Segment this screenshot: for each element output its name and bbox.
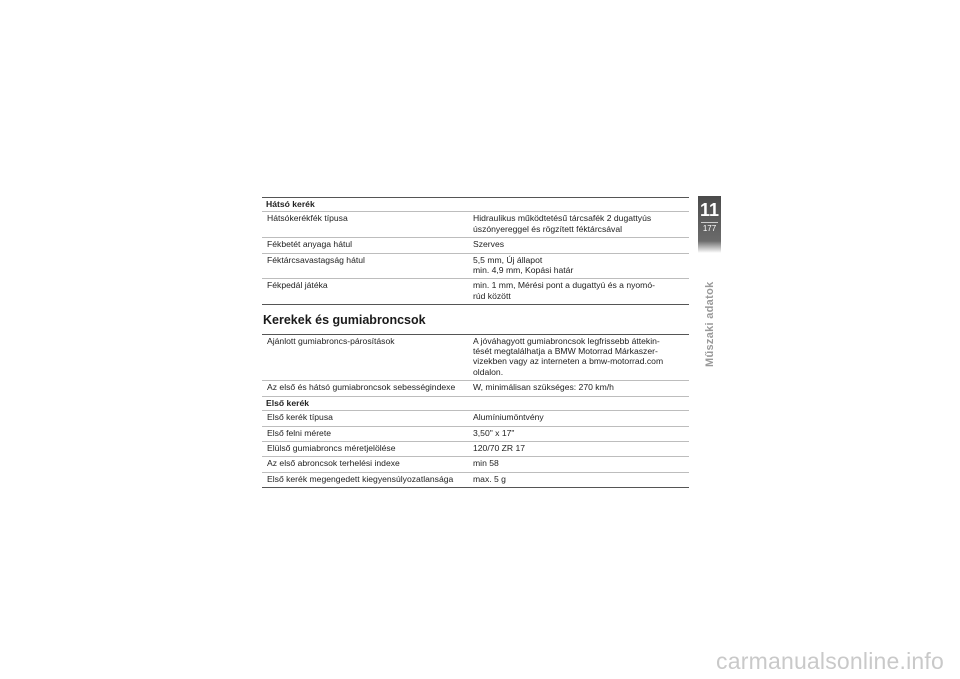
chapter-tab — [698, 196, 721, 241]
row-value — [467, 336, 689, 378]
watermark: carmanualsonline.info — [716, 648, 944, 674]
value-line: 120/70 ZR 17 — [473, 442, 526, 453]
row-value — [467, 213, 689, 234]
value-line: tését megtalálhatja a BMW Motorrad Márkaszer- — [473, 346, 658, 357]
row-value — [467, 412, 689, 422]
table-row — [262, 426, 689, 441]
value-line: min 58 — [473, 458, 499, 469]
row-label: Az első abroncsok terhelési indexe — [267, 458, 400, 469]
table-row — [262, 278, 689, 304]
table-row — [262, 456, 689, 471]
row-label: Az első és hátsó gumiabroncsok sebességindexe — [267, 382, 456, 393]
table-end-rule — [262, 304, 689, 305]
value-line: W, minimálisan szükséges: 270 km/h — [473, 382, 614, 393]
row-label: Első kerék típusa — [267, 412, 333, 423]
row-value — [467, 255, 689, 276]
value-line: 3,50" x 17" — [473, 427, 515, 438]
value-line: oldalon. — [473, 366, 504, 377]
value-line: Alumíniumöntvény — [473, 412, 544, 423]
row-label: Elülső gumiabroncs méretjelölése — [267, 442, 396, 453]
row-label: Első felni mérete — [267, 427, 332, 438]
table-row — [262, 441, 689, 456]
wheels-tyres-heading: Kerekek és gumiabroncsok — [263, 313, 426, 328]
chapter-tab-fade — [698, 241, 721, 253]
value-line: rúd között — [473, 290, 511, 301]
rear-wheel-heading: Hátsó kerék — [262, 197, 689, 211]
table-row — [262, 380, 689, 395]
row-value — [467, 474, 689, 484]
page-number: 177 — [702, 224, 717, 233]
row-value — [467, 428, 689, 438]
value-line: min. 1 mm, Mérési pont a dugattyú és a nyomó- — [473, 280, 655, 291]
table-row — [262, 211, 689, 237]
chapter-side-title: Műszaki adatok — [704, 281, 716, 367]
value-line: Hidraulikus működtetésű tárcsafék 2 dugattyús — [473, 213, 652, 224]
front-wheel-heading: Első kerék — [262, 396, 689, 410]
row-label: Hátsókerékfék típusa — [267, 213, 348, 224]
row-value — [467, 382, 689, 392]
value-line: max. 5 g — [473, 473, 506, 484]
chapter-number: 11 — [699, 200, 720, 220]
table-row — [262, 410, 689, 425]
row-label: Fékpedál játéka — [267, 280, 328, 291]
row-value — [467, 458, 689, 468]
value-line: min. 4,9 mm, Kopási határ — [473, 265, 574, 276]
row-value — [467, 443, 689, 453]
table-row — [262, 334, 689, 381]
value-line: úszónyereggel és rögzített féktárcsával — [473, 223, 623, 234]
table-row — [262, 237, 689, 252]
value-line: A jóváhagyott gumiabroncsok legfrissebb áttekin- — [473, 335, 660, 346]
value-line: 5,5 mm, Új állapot — [473, 254, 543, 265]
row-value — [467, 280, 689, 301]
table-row — [262, 253, 689, 279]
value-line: Szerves — [473, 239, 505, 250]
table-end-rule — [262, 487, 689, 488]
row-value — [467, 239, 689, 249]
spec-content — [262, 197, 689, 488]
value-line: vizekben vagy az interneten a bmw-motorrad.com — [473, 356, 664, 367]
table-row — [262, 472, 689, 487]
row-label: Ajánlott gumiabroncs-párosítások — [267, 335, 395, 346]
row-label: Féktárcsavastagság hátul — [267, 254, 365, 265]
row-label: Fékbetét anyaga hátul — [267, 239, 353, 250]
row-label: Első kerék megengedett kiegyensúlyozatlansága — [267, 473, 454, 484]
